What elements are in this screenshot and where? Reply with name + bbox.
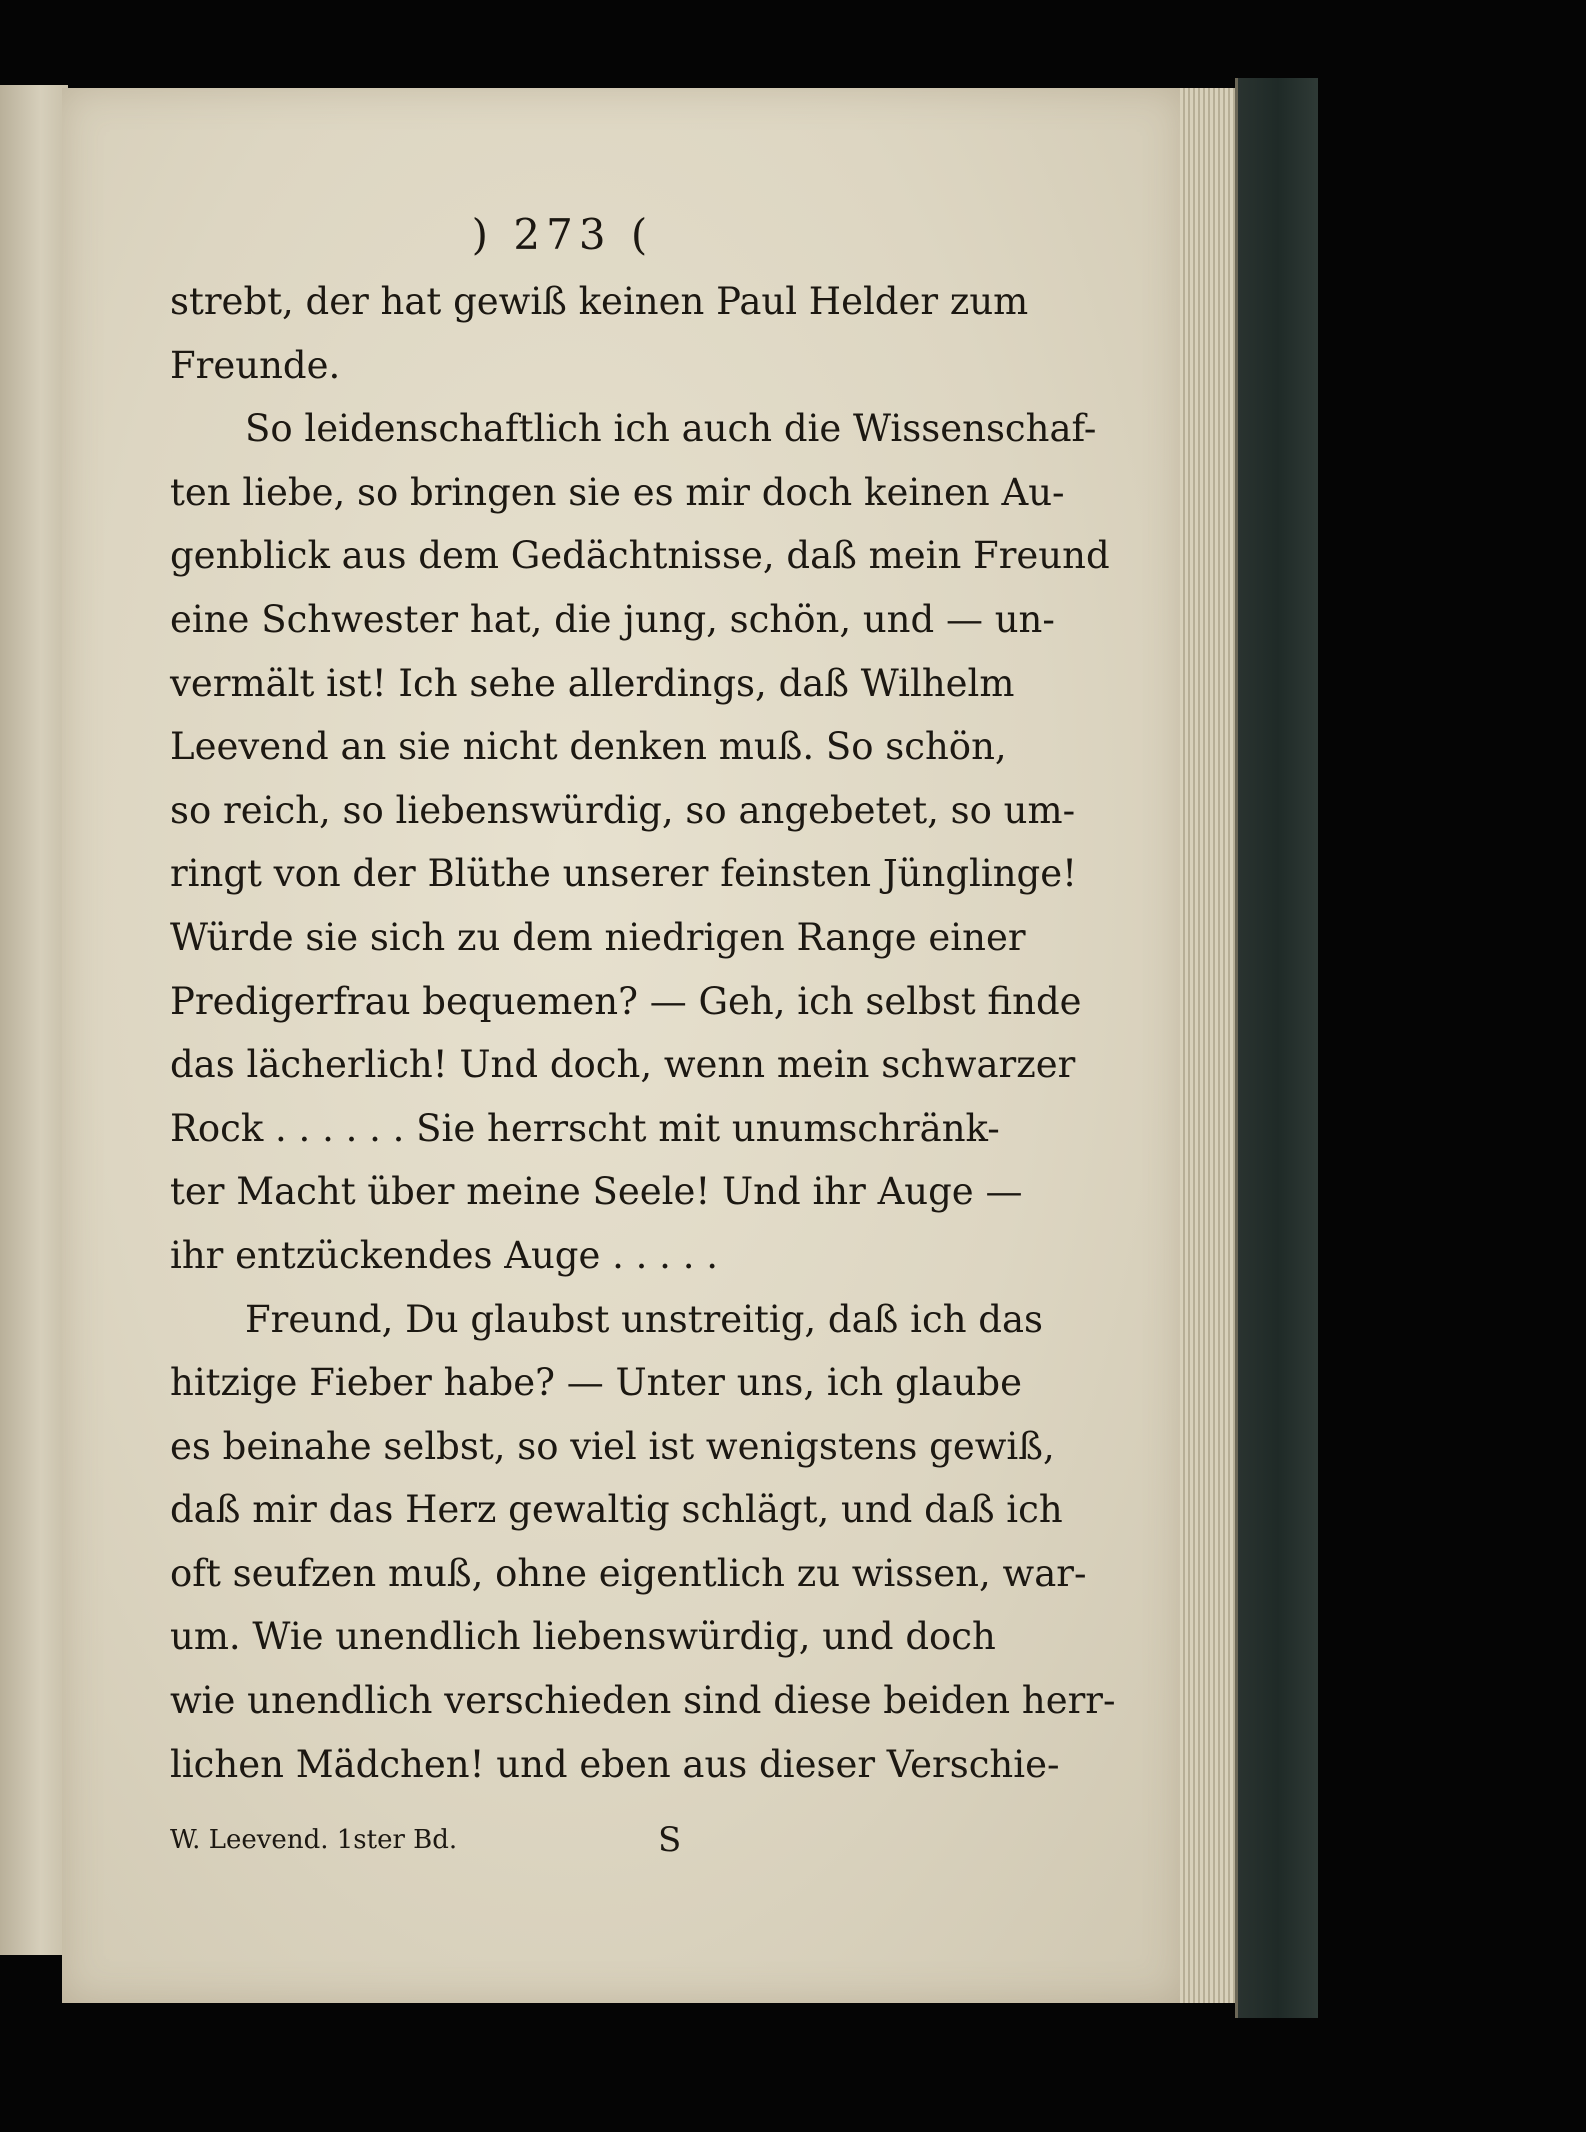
- text-line: ten liebe, so bringen sie es mir doch keinen Au-: [170, 470, 1065, 514]
- book-cover: [1235, 78, 1318, 2018]
- page-footer: [170, 1815, 950, 1865]
- footer-sheet-mark: S: [658, 1820, 682, 1860]
- text-line: Freunde.: [170, 343, 341, 387]
- text-line: Würde sie sich zu dem niedrigen Range einer: [170, 915, 1026, 959]
- left-page-edge: [0, 85, 68, 1955]
- text-line: wie unendlich verschieden sind diese beiden herr-: [170, 1679, 1116, 1723]
- text-line: es beinahe selbst, so viel ist wenigstens gewiß,: [170, 1424, 1055, 1468]
- text-lines: [170, 270, 1116, 1796]
- text-line: das lächerlich! Und doch, wenn mein schwarzer: [170, 1043, 1076, 1087]
- text-line: Freund, Du glaubst unstreitig, daß ich das: [245, 1297, 1044, 1341]
- text-line: um. Wie unendlich liebenswürdig, und doch: [170, 1615, 996, 1659]
- text-line: ter Macht über meine Seele! Und ihr Auge —: [170, 1170, 1023, 1214]
- page-stack-edges: [1180, 88, 1235, 2003]
- text-line: strebt, der hat gewiß keinen Paul Helder zum: [170, 280, 1029, 323]
- text-line: lichen Mädchen! und eben aus dieser Verschie-: [170, 1742, 1060, 1786]
- text-line: ringt von der Blüthe unserer feinsten Jünglinge!: [170, 852, 1077, 896]
- text-line: So leidenschaftlich ich auch die Wissenschaf-: [245, 407, 1097, 451]
- text-line: oft seufzen muß, ohne eigentlich zu wissen, war-: [170, 1551, 1087, 1595]
- footer-signature: W. Leevend. 1ster Bd.: [170, 1825, 458, 1855]
- text-line: genblick aus dem Gedächtnisse, daß mein Freund: [170, 534, 1110, 578]
- page-header: ) 273 (: [471, 210, 654, 259]
- text-line: eine Schwester hat, die jung, schön, und — un-: [170, 597, 1055, 641]
- text-line: so reich, so liebenswürdig, so angebetet, so um-: [170, 788, 1076, 832]
- text-line: hitzige Fieber habe? — Unter uns, ich glaube: [170, 1361, 1022, 1405]
- text-line: ihr entzückendes Auge . . . . .: [170, 1233, 718, 1277]
- page-text-block: [170, 200, 1116, 1796]
- text-line: Predigerfrau bequemen? — Geh, ich selbst finde: [170, 979, 1082, 1023]
- text-line: Leevend an sie nicht denken muß. So schön,: [170, 725, 1007, 769]
- text-line: Rock . . . . . . Sie herrscht mit unumschränk-: [170, 1106, 1000, 1150]
- text-line: daß mir das Herz gewaltig schlägt, und daß ich: [170, 1488, 1063, 1532]
- text-line: vermält ist! Ich sehe allerdings, daß Wilhelm: [170, 661, 1015, 705]
